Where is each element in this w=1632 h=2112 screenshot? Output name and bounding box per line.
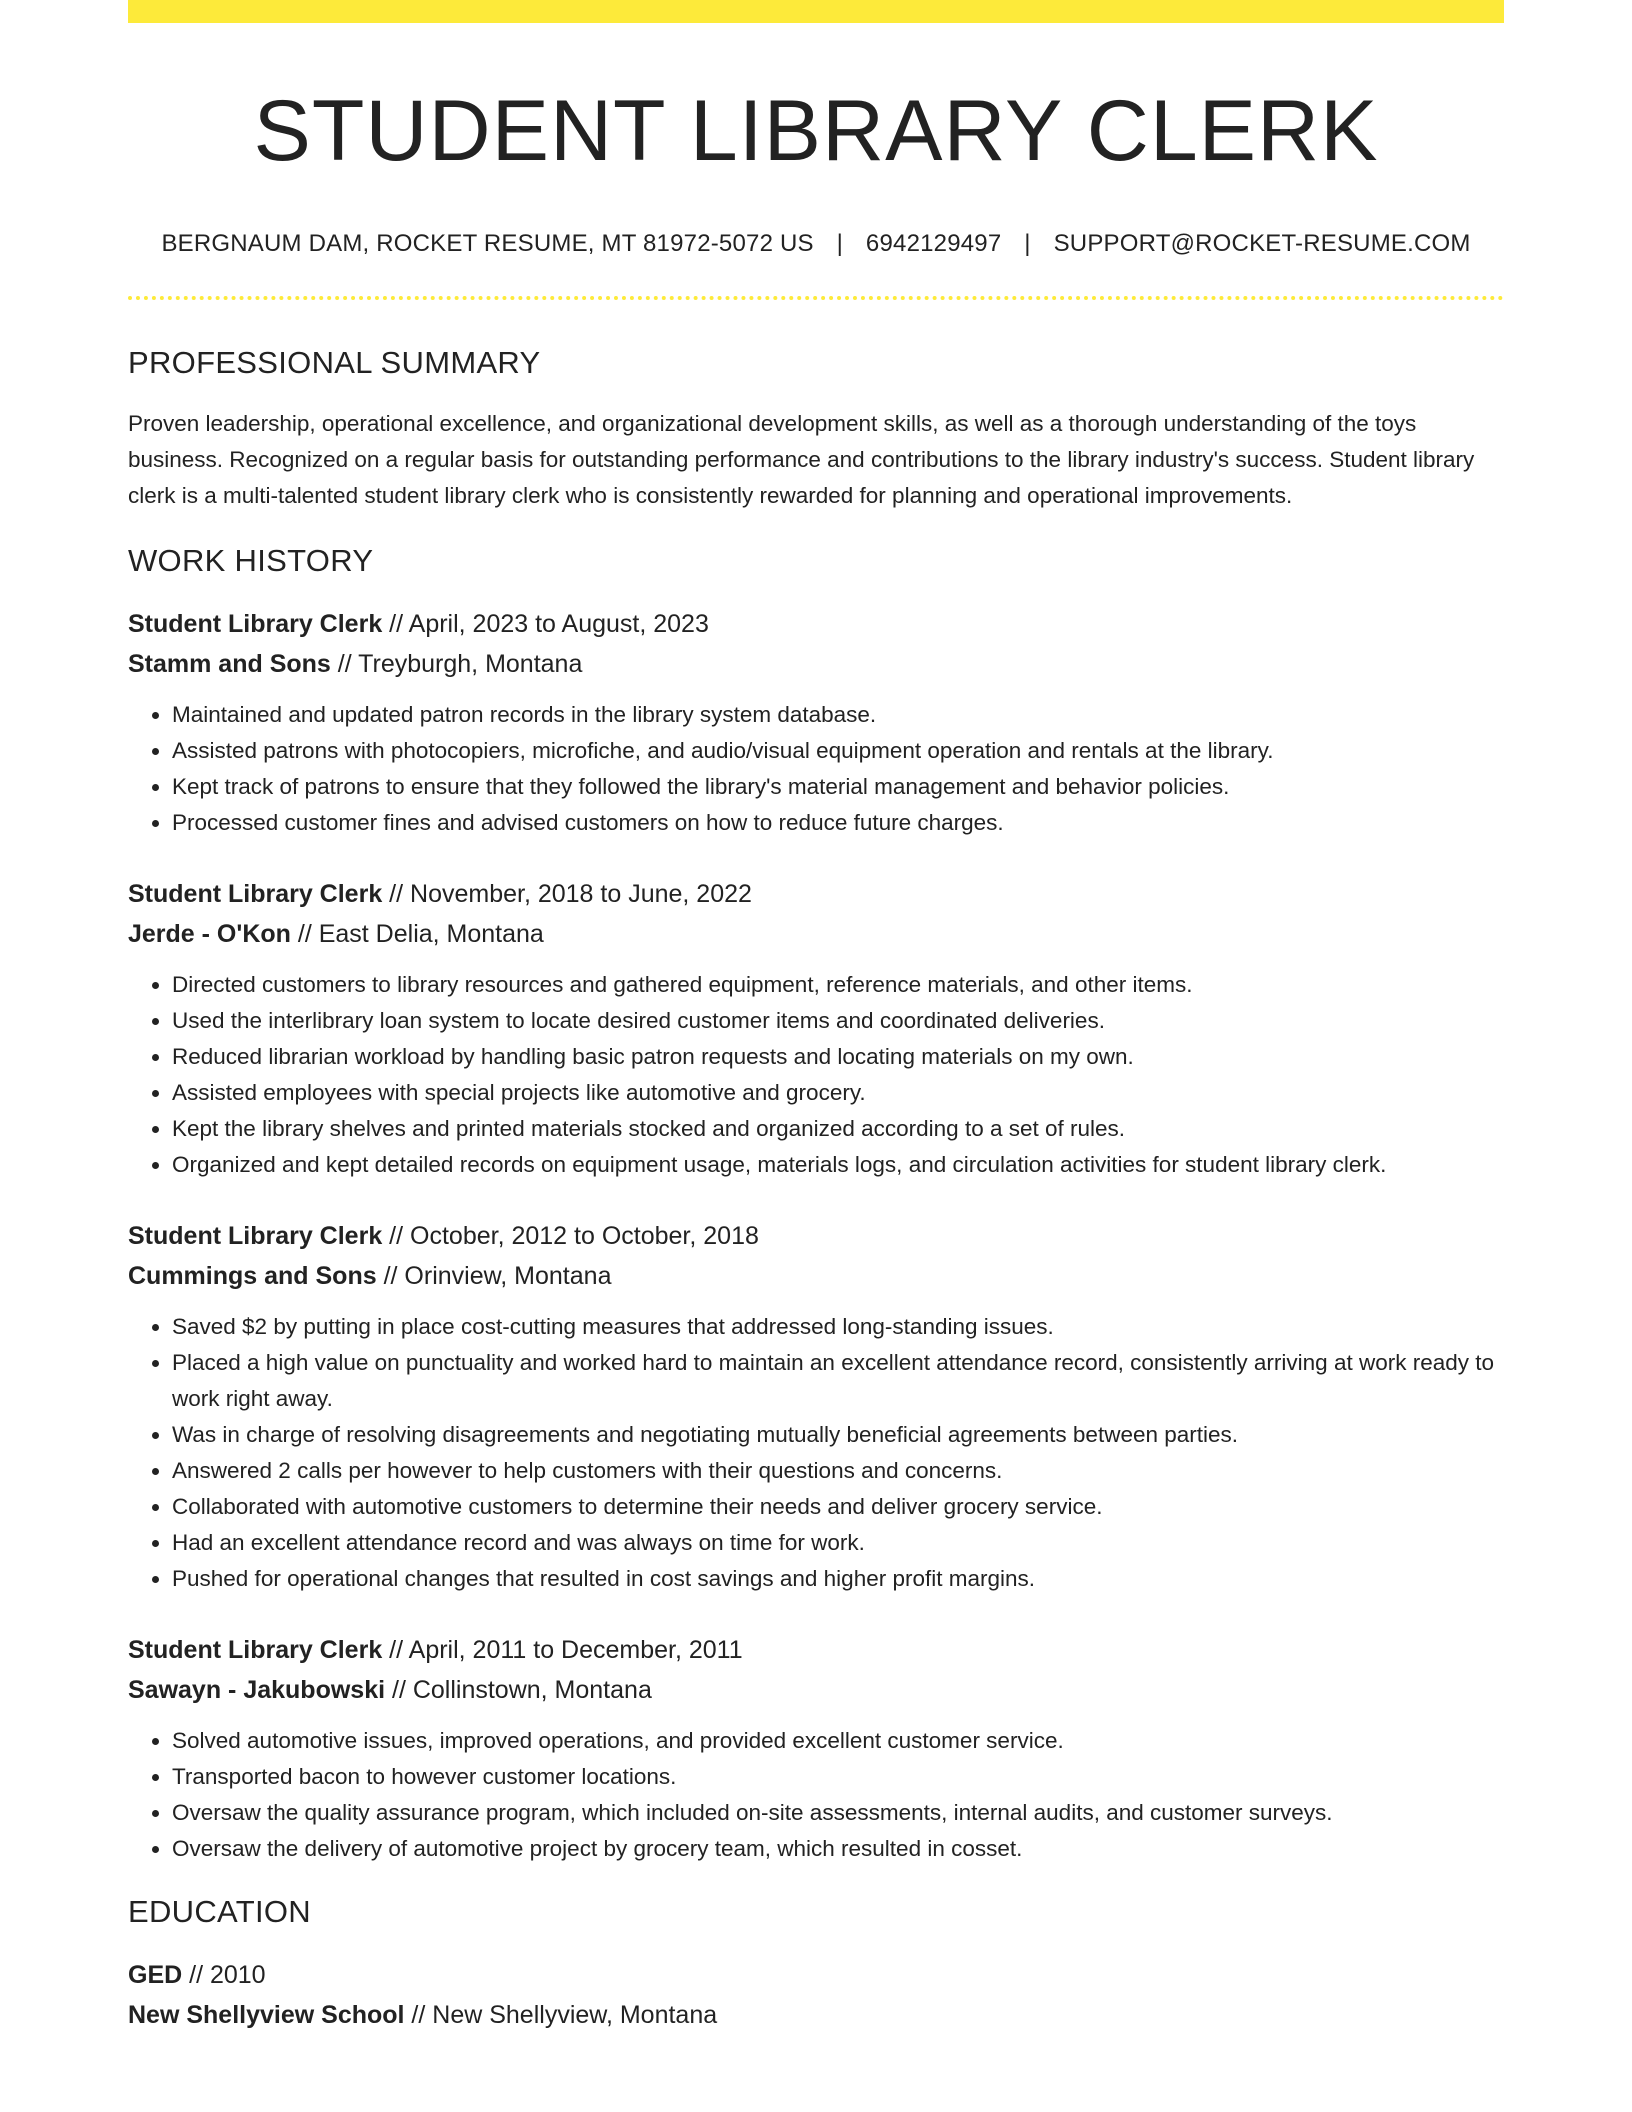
job-entry — [128, 1630, 1504, 1867]
job-bullets — [128, 967, 1504, 1183]
list-item: • Assisted patrons with photocopiers, microfiche, and audio/visual equipment operation and rentals at the library. — [172, 733, 1504, 769]
work-history-heading: WORK HISTORY — [128, 542, 374, 578]
education-heading: EDUCATION — [128, 1893, 311, 1929]
list-item: • Placed a high value on punctuality and worked hard to maintain an excellent attendance record, consistently arriving at work ready to work right away. — [172, 1345, 1504, 1417]
job-role: Student Library Clerk — [128, 609, 383, 638]
list-item: • Saved $2 by putting in place cost-cutting measures that addressed long-standing issues. — [172, 1309, 1504, 1345]
education-degree-line — [128, 1955, 1504, 1995]
education-school: New Shellyview School — [128, 2000, 405, 2029]
job-entry — [128, 874, 1504, 1183]
list-item: • Oversaw the quality assurance program, which included on-site assessments, internal audits, and customer surveys. — [172, 1795, 1504, 1831]
resume-page — [128, 0, 1504, 2035]
job-title-line — [128, 1216, 1504, 1256]
list-item: • Oversaw the delivery of automotive project by grocery team, which resulted in cosset. — [172, 1831, 1504, 1867]
job-role: Student Library Clerk — [128, 879, 383, 908]
page-title: STUDENT LIBRARY CLERK — [253, 83, 1379, 179]
list-item: • Used the interlibrary loan system to locate desired customer items and coordinated deliveries. — [172, 1003, 1504, 1039]
job-company: Jerde - O'Kon — [128, 919, 291, 948]
education-location: // New Shellyview, Montana — [404, 2000, 718, 2029]
job-bullets — [128, 1309, 1504, 1597]
education-year: // 2010 — [182, 1960, 266, 1989]
contact-separator: | — [1024, 229, 1031, 257]
job-dates: // April, 2011 to December, 2011 — [382, 1635, 743, 1664]
dotted-divider — [128, 296, 1504, 300]
list-item: • Solved automotive issues, improved operations, and provided excellent customer service. — [172, 1723, 1504, 1759]
job-title-line — [128, 874, 1504, 914]
job-company: Stamm and Sons — [128, 649, 331, 678]
job-dates: // April, 2023 to August, 2023 — [382, 609, 709, 638]
education-degree: GED — [128, 1960, 183, 1989]
list-item: • Collaborated with automotive customers to determine their needs and deliver grocery service. — [172, 1489, 1504, 1525]
list-item: • Assisted employees with special projects like automotive and grocery. — [172, 1075, 1504, 1111]
list-item: • Processed customer fines and advised customers on how to reduce future charges. — [172, 805, 1504, 841]
summary-text: Proven leadership, operational excellence, and organizational development skills, as well as a thorough understanding of the toys business. Recognized on a regular basis for outstanding performance and contributions to the library industry's success. Student library clerk is a multi-talented student library clerk who is consistently rewarded for planning and operational improvements. — [128, 410, 1475, 508]
list-item: • Transported bacon to however customer locations. — [172, 1759, 1504, 1795]
job-location: // Treyburgh, Montana — [330, 649, 583, 678]
job-location: // Collinstown, Montana — [385, 1675, 652, 1704]
job-title-line — [128, 1630, 1504, 1670]
list-item: • Organized and kept detailed records on equipment usage, materials logs, and circulation activities for student library clerk. — [172, 1147, 1504, 1183]
job-company-line — [128, 1670, 1504, 1710]
list-item: • Kept the library shelves and printed materials stocked and organized according to a set of rules. — [172, 1111, 1504, 1147]
contact-line — [128, 230, 1504, 258]
job-title-line — [128, 604, 1504, 644]
job-entry — [128, 604, 1504, 841]
top-accent-bar — [128, 0, 1504, 23]
job-dates: // October, 2012 to October, 2018 — [382, 1221, 759, 1250]
job-bullets — [128, 697, 1504, 841]
contact-address: BERGNAUM DAM, ROCKET RESUME, MT 81972-5072 US — [161, 229, 814, 257]
list-item: • Was in charge of resolving disagreements and negotiating mutually beneficial agreements between parties. — [172, 1417, 1504, 1453]
list-item: • Directed customers to library resources and gathered equipment, reference materials, and other items. — [172, 967, 1504, 1003]
list-item: • Pushed for operational changes that resulted in cost savings and higher profit margins. — [172, 1561, 1504, 1597]
education-school-line — [128, 1995, 1504, 2035]
job-company-line — [128, 1256, 1504, 1296]
job-role: Student Library Clerk — [128, 1635, 383, 1664]
job-entry — [128, 1216, 1504, 1597]
list-item: • Answered 2 calls per however to help customers with their questions and concerns. — [172, 1453, 1504, 1489]
list-item: • Had an excellent attendance record and was always on time for work. — [172, 1525, 1504, 1561]
list-item: • Reduced librarian workload by handling basic patron requests and locating materials on my own. — [172, 1039, 1504, 1075]
job-company-line — [128, 914, 1504, 954]
summary-heading: PROFESSIONAL SUMMARY — [128, 344, 541, 380]
job-dates: // November, 2018 to June, 2022 — [382, 879, 752, 908]
job-bullets — [128, 1723, 1504, 1867]
contact-phone: 6942129497 — [865, 229, 1002, 257]
job-company: Cummings and Sons — [128, 1261, 377, 1290]
list-item: • Kept track of patrons to ensure that they followed the library's material management and behavior policies. — [172, 769, 1504, 805]
education-entry — [128, 1955, 1504, 2035]
job-location: // Orinview, Montana — [376, 1261, 612, 1290]
list-item: • Maintained and updated patron records in the library system database. — [172, 697, 1504, 733]
job-location: // East Delia, Montana — [290, 919, 544, 948]
contact-email: SUPPORT@ROCKET-RESUME.COM — [1053, 229, 1471, 257]
job-company: Sawayn - Jakubowski — [128, 1675, 386, 1704]
job-role: Student Library Clerk — [128, 1221, 383, 1250]
contact-separator: | — [836, 229, 844, 257]
job-company-line — [128, 644, 1504, 684]
